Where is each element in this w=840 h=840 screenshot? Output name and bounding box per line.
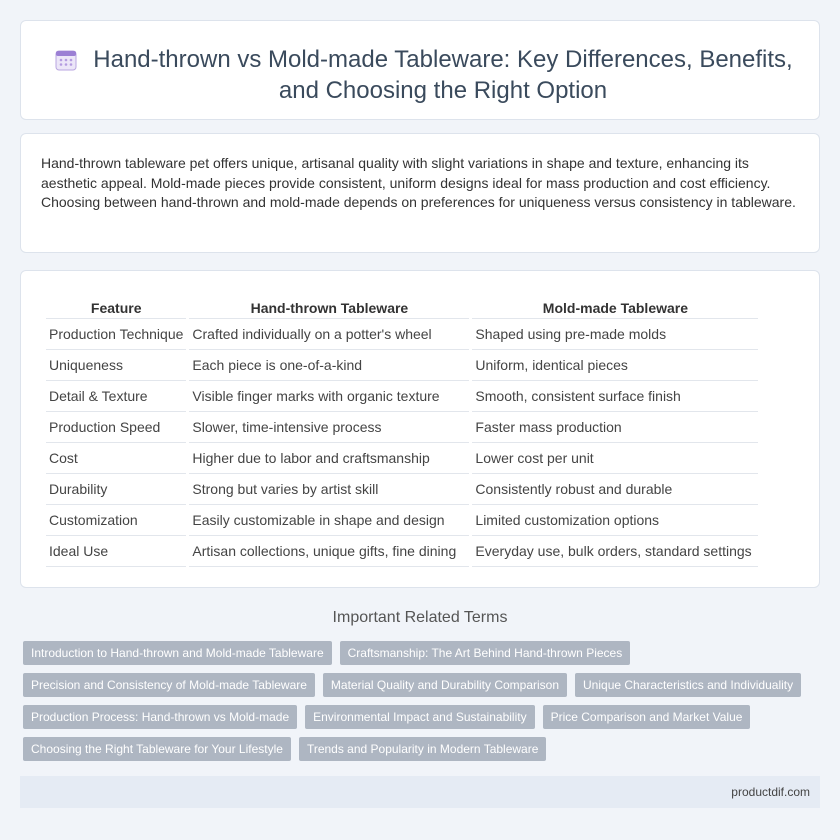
table-row xyxy=(46,474,758,505)
mold-made-cell: Everyday use, bulk orders, standard settings xyxy=(472,536,758,567)
comparison-table xyxy=(43,297,761,567)
feature-cell: Ideal Use xyxy=(46,536,186,567)
mold-made-cell: Smooth, consistent surface finish xyxy=(472,381,758,412)
table-header-row xyxy=(46,297,758,319)
related-term-tag[interactable]: Craftsmanship: The Art Behind Hand-thrown Pieces xyxy=(340,641,631,665)
comparison-table-card xyxy=(20,270,820,588)
related-terms-title: Important Related Terms xyxy=(332,609,508,626)
column-header-hand-thrown: Hand-thrown Tableware xyxy=(189,297,469,319)
mold-made-cell: Shaped using pre-made molds xyxy=(472,319,758,350)
header-card xyxy=(20,20,820,120)
column-header-feature: Feature xyxy=(46,297,186,319)
related-term-tag[interactable]: Environmental Impact and Sustainability xyxy=(305,705,534,729)
related-terms-row xyxy=(23,673,823,697)
related-terms-row xyxy=(23,641,823,665)
related-terms-row xyxy=(23,705,823,729)
hand-thrown-cell: Visible finger marks with organic texture xyxy=(189,381,469,412)
feature-cell: Detail & Texture xyxy=(46,381,186,412)
footer-site-link[interactable]: productdif.com xyxy=(731,785,810,799)
table-row xyxy=(46,319,758,350)
related-term-tag[interactable]: Trends and Popularity in Modern Tableware xyxy=(299,737,546,761)
mold-made-cell: Limited customization options xyxy=(472,505,758,536)
feature-cell: Uniqueness xyxy=(46,350,186,381)
related-terms-row xyxy=(23,737,823,761)
related-term-tag[interactable]: Precision and Consistency of Mold-made Tableware xyxy=(23,673,315,697)
column-header-mold-made: Mold-made Tableware xyxy=(472,297,758,319)
table-row xyxy=(46,443,758,474)
hand-thrown-cell: Strong but varies by artist skill xyxy=(189,474,469,505)
related-term-tag[interactable]: Material Quality and Durability Comparison xyxy=(323,673,567,697)
mold-made-cell: Lower cost per unit xyxy=(472,443,758,474)
related-term-tag[interactable]: Unique Characteristics and Individuality xyxy=(575,673,801,697)
related-term-tag[interactable]: Price Comparison and Market Value xyxy=(543,705,751,729)
related-term-tag[interactable]: Production Process: Hand-thrown vs Mold-made xyxy=(23,705,297,729)
table-row xyxy=(46,505,758,536)
feature-cell: Production Technique xyxy=(46,319,186,350)
related-term-tag[interactable]: Choosing the Right Tableware for Your Lifestyle xyxy=(23,737,291,761)
feature-cell: Production Speed xyxy=(46,412,186,443)
mold-made-cell: Faster mass production xyxy=(472,412,758,443)
hand-thrown-cell: Crafted individually on a potter's wheel xyxy=(189,319,469,350)
related-term-tag[interactable]: Introduction to Hand-thrown and Mold-made Tableware xyxy=(23,641,332,665)
table-row xyxy=(46,412,758,443)
table-body xyxy=(46,319,758,567)
hand-thrown-cell: Slower, time-intensive process xyxy=(189,412,469,443)
mold-made-cell: Consistently robust and durable xyxy=(472,474,758,505)
related-terms-list xyxy=(23,641,823,769)
table-row xyxy=(46,536,758,567)
page-title: Hand-thrown vs Mold-made Tableware: Key Differences, Benefits, and Choosing the Right Option xyxy=(93,46,793,104)
intro-card xyxy=(20,133,820,253)
feature-cell: Durability xyxy=(46,474,186,505)
feature-cell: Cost xyxy=(46,443,186,474)
hand-thrown-cell: Higher due to labor and craftsmanship xyxy=(189,443,469,474)
table-row xyxy=(46,350,758,381)
mold-made-cell: Uniform, identical pieces xyxy=(472,350,758,381)
feature-cell: Customization xyxy=(46,505,186,536)
hand-thrown-cell: Artisan collections, unique gifts, fine dining xyxy=(189,536,469,567)
hand-thrown-cell: Easily customizable in shape and design xyxy=(189,505,469,536)
hand-thrown-cell: Each piece is one-of-a-kind xyxy=(189,350,469,381)
table-row xyxy=(46,381,758,412)
intro-paragraph: Hand-thrown tableware pet offers unique, artisanal quality with slight variations in shape and texture, enhancing its aesthetic appeal. Mold-made pieces provide consistent, uniform designs ideal for mass production and cost efficiency. Choosing between hand-thrown and mold-made depends on preferences for uniqueness versus consistency in tableware. xyxy=(41,155,796,210)
footer xyxy=(20,776,820,808)
